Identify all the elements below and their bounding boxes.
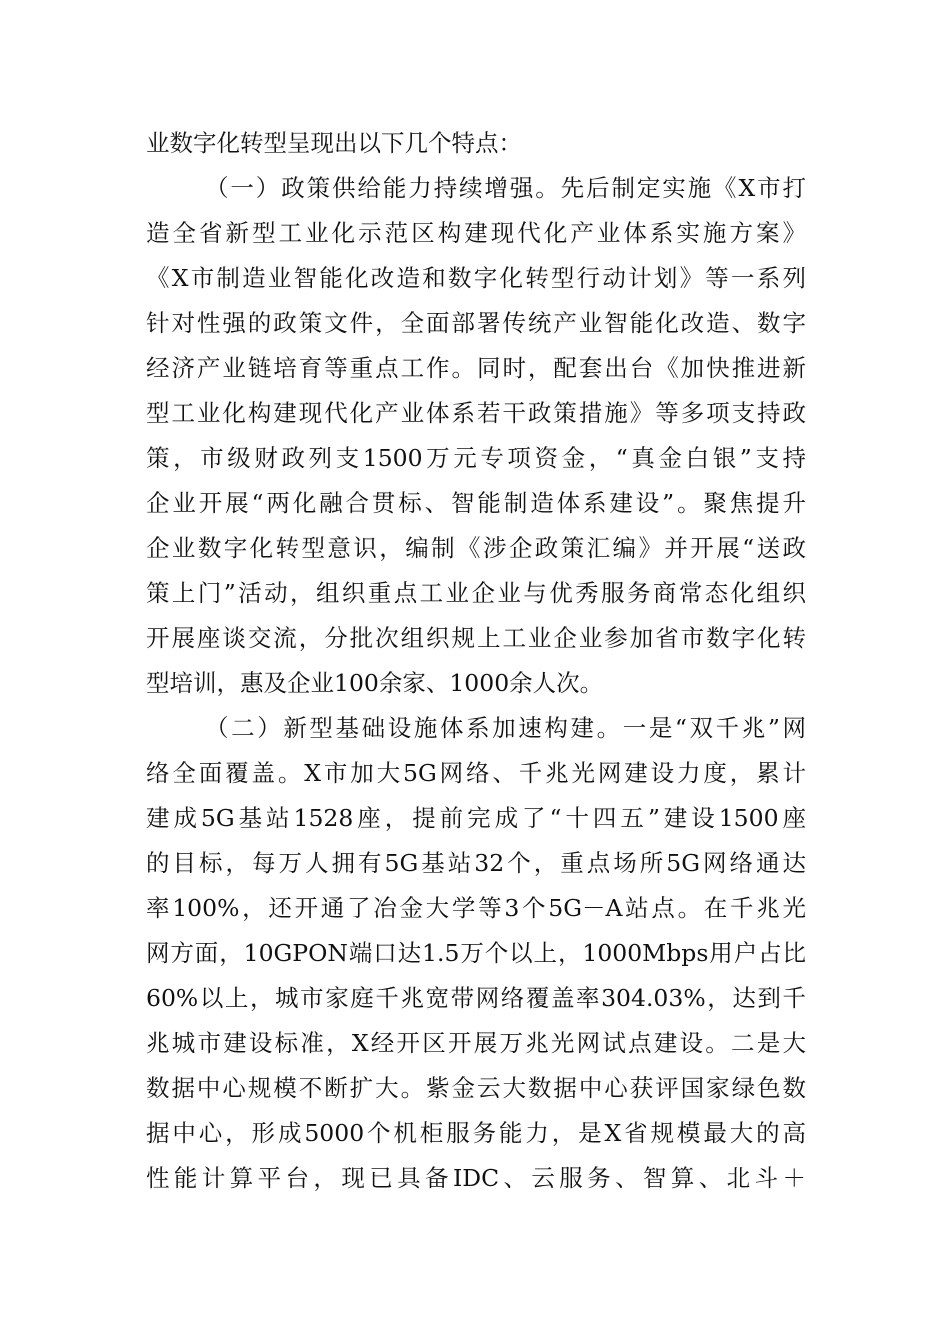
section-heading-line-infrastructure: （二）新型基础设施体系加速构建。一是“双千兆”网 <box>205 714 806 742</box>
text-line-7: 型工业化构建现代化产业体系若干政策措施》等多项支持政 <box>146 399 806 427</box>
text-line-17: 的目标，每万人拥有5G基站32个，重点场所5G网络通达 <box>146 849 806 877</box>
text-line-16: 建成5G基站1528座，提前完成了“十四五”建设1500座 <box>146 804 806 832</box>
text-line-5: 针对性强的政策文件，全面部署传统产业智能化改造、数字 <box>146 309 806 337</box>
text-line-24: 性能计算平台，现已具备IDC、云服务、智算、北斗＋ <box>146 1164 806 1192</box>
text-line-21: 兆城市建设标准，X经开区开展万兆光网试点建设。二是大 <box>146 1029 806 1057</box>
text-line-19: 网方面，10GPON端口达1.5万个以上，1000Mbps用户占比 <box>146 939 806 967</box>
text-line-4: 《X市制造业智能化改造和数字化转型行动计划》等一系列 <box>146 264 806 292</box>
text-line-6: 经济产业链培育等重点工作。同时，配套出台《加快推进新 <box>146 354 806 382</box>
text-line-1: 业数字化转型呈现出以下几个特点： <box>146 129 522 157</box>
text-line-10: 企业数字化转型意识，编制《涉企政策汇编》并开展“送政 <box>146 534 806 562</box>
text-line-18: 率100%，还开通了冶金大学等3个5G－A站点。在千兆光 <box>146 894 806 922</box>
section-heading-line-policy: （一）政策供给能力持续增强。先后制定实施《X市打 <box>205 174 806 202</box>
text-line-3: 造全省新型工业化示范区构建现代化产业体系实施方案》 <box>146 219 806 247</box>
text-line-8: 策，市级财政列支1500万元专项资金，“真金白银”支持 <box>146 444 806 472</box>
text-line-22: 数据中心规模不断扩大。紫金云大数据中心获评国家绿色数 <box>146 1074 806 1102</box>
text-line-23: 据中心，形成5000个机柜服务能力，是X省规模最大的高 <box>146 1119 806 1147</box>
text-line-11: 策上门”活动，组织重点工业企业与优秀服务商常态化组织 <box>146 579 806 607</box>
text-line-13: 型培训，惠及企业100余家、1000余人次。 <box>146 669 604 697</box>
text-line-15: 络全面覆盖。X市加大5G网络、千兆光网建设力度，累计 <box>146 759 806 787</box>
text-line-20: 60%以上，城市家庭千兆宽带网络覆盖率304.03%，达到千 <box>146 984 806 1012</box>
text-line-12: 开展座谈交流，分批次组织规上工业企业参加省市数字化转 <box>146 624 806 652</box>
text-line-9: 企业开展“两化融合贯标、智能制造体系建设”。聚焦提升 <box>146 489 806 517</box>
